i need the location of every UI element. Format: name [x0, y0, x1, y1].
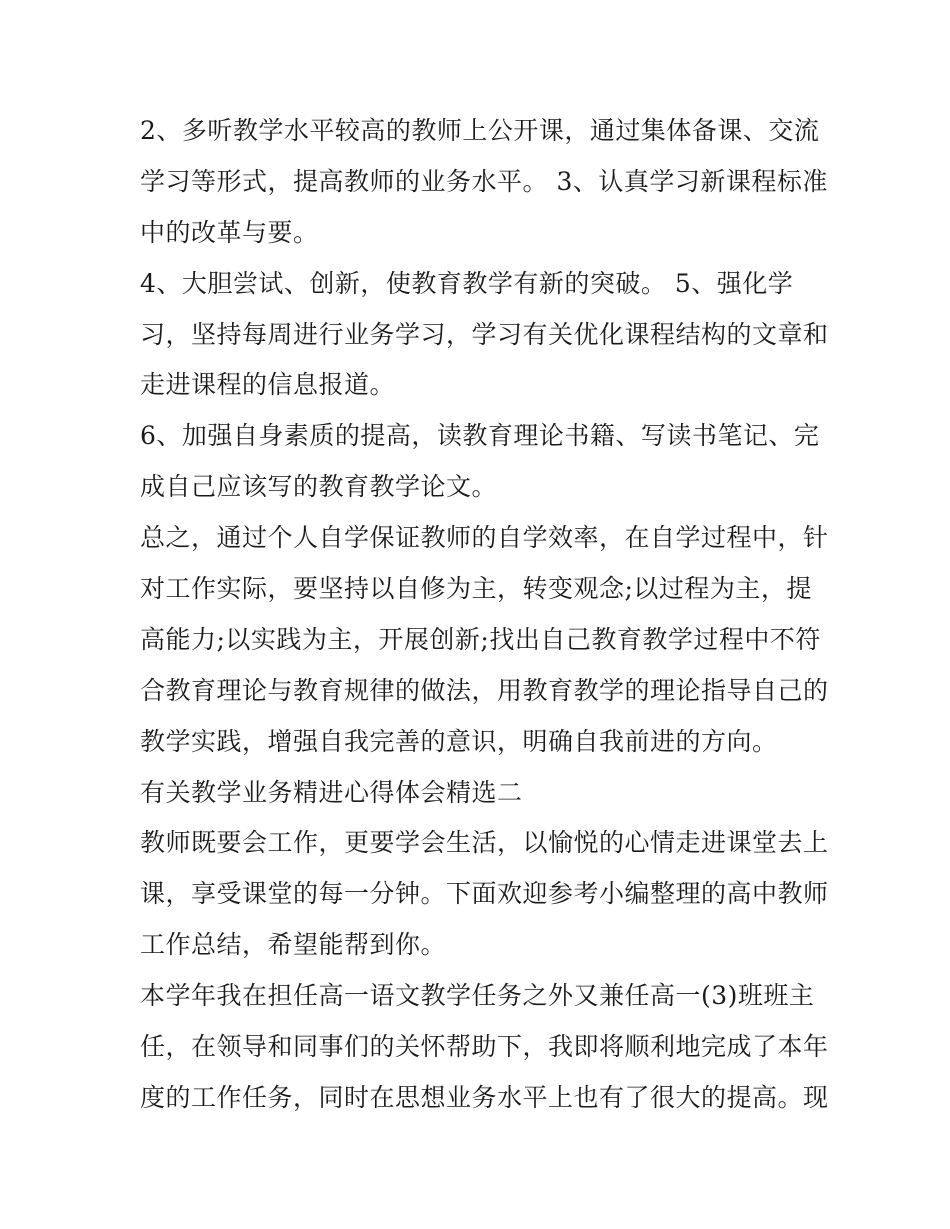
- text-line: 对工作实际，要坚持以自修为主，转变观念;以过程为主，提: [140, 574, 812, 604]
- section-heading: 有关教学业务精进心得体会精选二: [140, 777, 523, 807]
- text-line: 2、多听教学水平较高的教师上公开课，通过集体备课、交流: [140, 116, 820, 145]
- text-line: 6、加强自身素质的提高，读教育理论书籍、写读书笔记、完: [140, 421, 820, 451]
- text-line: 总之，通过个人自学保证教师的自学效率，在自学过程中，针: [140, 523, 829, 553]
- text-line: 中的改革与要。: [140, 217, 319, 247]
- document-body: [140, 106, 829, 1124]
- text-line: 任，在领导和同事们的关怀帮助下，我即将顺利地完成了本年: [140, 1032, 829, 1062]
- text-line: 度的工作任务，同时在思想业务水平上也有了很大的提高。现: [140, 1082, 829, 1112]
- text-line: 4、大胆尝试、创新，使教育教学有新的突破。 5、强化学: [140, 268, 794, 298]
- text-line: 学习等形式，提高教师的业务水平。 3、认真学习新课程标准: [140, 166, 828, 196]
- text-line: 工作总结，希望能帮到你。: [140, 930, 447, 960]
- text-line: 教师既要会工作，更要学会生活，以愉悦的心情走进课堂去上: [140, 828, 829, 858]
- text-line: 习，坚持每周进行业务学习，学习有关优化课程结构的文章和: [140, 319, 829, 349]
- text-line: 教学实践，增强自我完善的意识，明确自我前进的方向。: [140, 726, 778, 756]
- text-line: 课，享受课堂的每一分钟。下面欢迎参考小编整理的高中教师: [140, 879, 829, 909]
- text-line: 高能力;以实践为主，开展创新;找出自己教育教学过程中不符: [140, 624, 821, 654]
- text-line: 合教育理论与教育规律的做法，用教育教学的理论指导自己的: [140, 675, 829, 705]
- text-line: 本学年我在担任高一语文教学任务之外又兼任高一(3)班班主: [140, 981, 815, 1011]
- text-line: 成自己应该写的教育教学论文。: [140, 472, 498, 502]
- text-line: 走进课程的信息报道。: [140, 370, 396, 400]
